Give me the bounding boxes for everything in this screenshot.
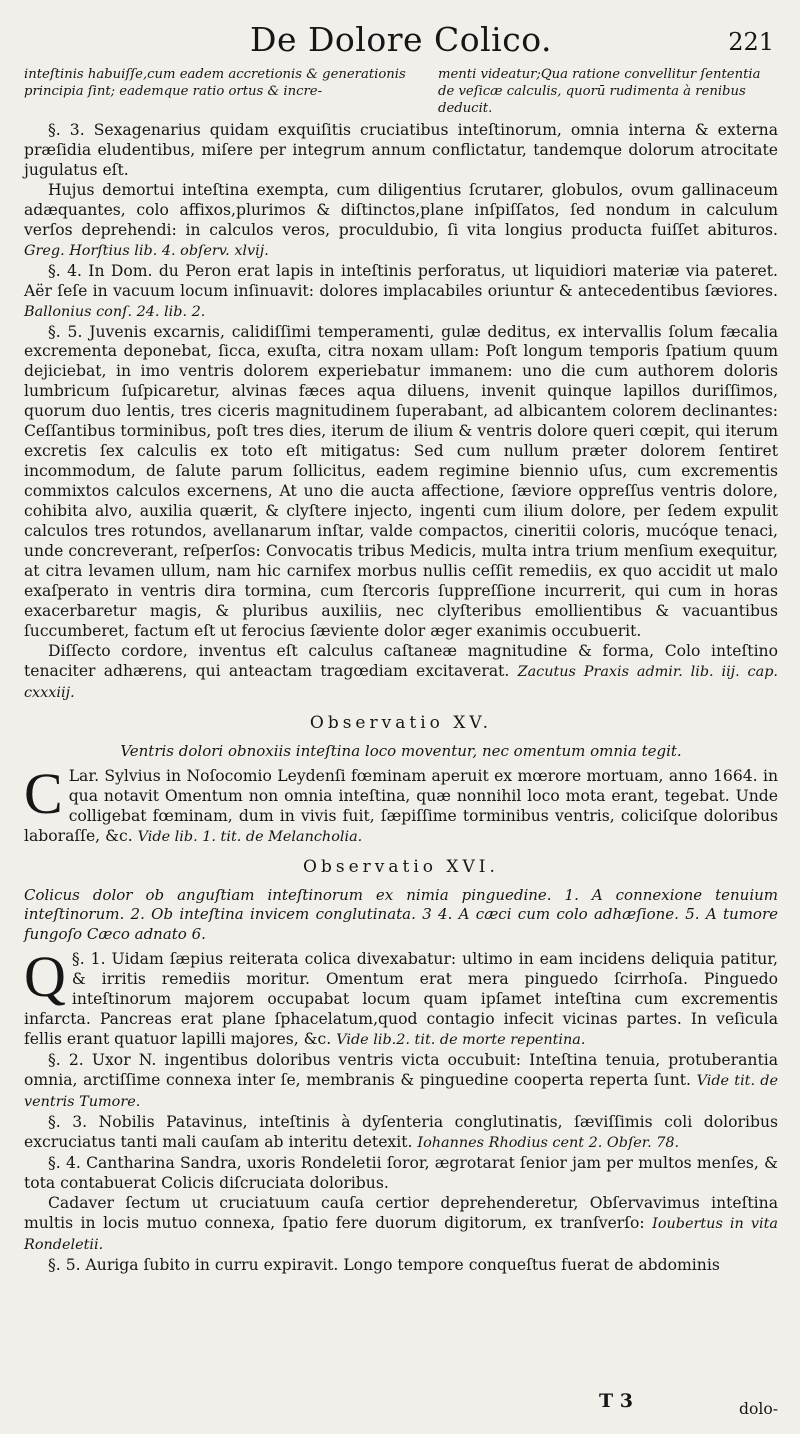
observation-15-title: Observatio XV. [309, 712, 493, 733]
citation: Vide lib.2. tit. de morte repentina. [336, 1032, 586, 1049]
continuation-left: inteſtinis habuiſſe,cum eadem accretionis & generationis principia ſint; eademque ratio ortus & incre- [24, 67, 406, 99]
paragraph-text: Cadaver ſectum ut cruciatuum cauſa certior deprehenderetur, Obſervavimus inteſtina multis in locis mutuo connexa, ſpatio fere duorum digitorum, ex tranſverſo: [24, 1193, 778, 1232]
observation-16-section-3 [24, 1113, 778, 1154]
citation: Greg. Horſtius lib. 4. obſerv. xlvij. [24, 242, 269, 259]
citation: Zacutus Praxis admir. lib. iij. cap. cxxxiij. [24, 663, 778, 701]
paragraph-text: Uidam ſæpius reiterata colica divexabatur: ultimo in eam incidens deliquia patitur, & irritis remediis moritur. Omentum erat mera pinguedo ſcirrhoſa. Pinguedo inteſtinorum majorem occupabat locum quam ipſamet inteſtina cum excrementis infarcta. Pancreas erat plane ſphacelatum,quod contagio infecit vicinas partes. In veſicula fellis erant quatuor lapilli majores, &c. [24, 950, 778, 1049]
observation-16-section-4-continuation [24, 1194, 778, 1256]
page-footer [24, 1390, 778, 1430]
catchword: dolo- [738, 1400, 778, 1418]
observation-16-title: Observatio XVI. [303, 856, 499, 877]
observation-16-section-4: §. 4. Cantharina Sandra, uxoris Rondeletii ſoror, ægrotarat ſenior jam per multos menſes, & tota contabuerat Colicis diſcruciata doloribus. [24, 1153, 778, 1192]
continuation-right: menti videatur;Qua ratione convellitur ſententia de veſicæ calculis, quorū rudimenta à renibus deducit. [438, 67, 761, 116]
section-3-continuation [24, 181, 778, 262]
page-number: 221 [728, 28, 774, 56]
running-title: De Dolore Colico. [249, 20, 552, 59]
paragraph-text: §. 2. Uxor N. ingentibus doloribus ventris victa occubuit: Inteſtina tenuia, protuberantia omnia, arctiſſime connexa inter ſe, membranis & pinguedine cooperta reperta ſunt. [24, 1051, 778, 1090]
citation: Vide tit. de ventris Tumore. [24, 1073, 778, 1111]
paragraph-text: Diſſecto cordore, inventus eſt calculus caſtaneæ magnitudine & forma, Colo inteſtino tenaciter adhærens, qui anteactam tragœdiam excitaverat. [24, 641, 778, 680]
citation: Iohannes Rhodius cent 2. Obſer. 78. [417, 1135, 680, 1152]
citation: Vide lib. 1. tit. de Melancholia. [137, 829, 363, 845]
drop-cap: Q [24, 944, 66, 1010]
paragraph-text: §. 3. Nobilis Patavinus, inteſtinis à dyſenteria conglutinatis, ſæviſſimis coli doloribus excruciatus tanti mali cauſam ab interitu detexit. [24, 1113, 778, 1152]
observation-16-summary: Colicus dolor ob anguſtiam inteſtinorum ex nimia pinguedine. 1. A connexione tenuium inteſtinorum. 2. Ob inteſtina invicem conglutinata. 3 4. A cæci cum colo adhæſione. 5. A tumore fungoſo Cæco adnato 6. [24, 885, 778, 943]
citation: Ballonius conſ. 24. lib. 2. [24, 303, 206, 320]
continuation-columns [24, 66, 778, 117]
observation-16-section-5: §. 5. Auriga ſubito in curru expiravit. Longo tempore conqueſtus fuerat de abdominis [48, 1255, 720, 1274]
section-4-paragraph [24, 262, 778, 323]
observation-15-summary: Ventris dolori obnoxiis inteſtina loco moventur, nec omentum omnia tegit. [120, 741, 682, 760]
citation: Ioubertus in vita Rondeletii. [24, 1215, 778, 1253]
section-5-paragraph: §. 5. Juvenis excarnis, calidiſſimi temperamenti, gulæ deditus, ex intervallis ſolum fæcalia excrementa deponebat, ſicca, exuſta, citra noxam ullam: Poſt longum temporis ſpatium quum dejiciebat, in imo ventris dolorem experiebatur immanem: uno die cum authorem doloris lumbricum ſuſpicaretur, alvinas fæces aqua diluens, invenit quinque lapillos duriſſimos, quorum duo lentis, tres ciceris magnitudinem ſuperabant, ad albicantem colorem declinantes: Ceſſantibus torminibus, poſt tres dies, iterum de ilium & ventris dolore queri cœpit, qui iterum excretis ſex calculis ex toto eſt mitigatus: Sed cum nullum præter dolorem ſentiret incommodum, de ſalute parum ſollicitus, eadem regimine biennio uſus, cum excrementis commixtos calculos excernens, At uno die aucta affectione, ſæviore oppreſſus ventris dolore, cohibita alvo, auxilia quærit, & clyſtere injecto, ingenti cum ilium dolore, per ſedem expulit calculos tres rotundos, avellanarum inſtar, valde compactos, cineritii coloris, mucóque tenaci, unde concreverant, reſperſos: Convocatis tribus Medicis, multa intra trium menſium exequitur, at citra levamen ullum, nam hic carnifex morbus nullis ceſſit remediis, ex quo accidit ut malo exaſperato in ventris dira tormina, cum ſtercoris ſuppreſſione incurrerit, qui cum in horas exacerbaretur magis, & pluribus auxiliis, nec clyſteribus emollientibus & vacuantibus ſuccumberet, factum eſt ut ferocius ſæviente dolor æger exanimis occubuerit. [24, 322, 778, 640]
page-header [24, 14, 778, 66]
observation-16-section-2 [24, 1051, 778, 1113]
drop-cap: C [24, 761, 63, 827]
section-label: §. 1. [71, 950, 106, 969]
signature-mark: T 3 [599, 1390, 633, 1412]
paragraph-text: Lar. Sylvius in Noſocomio Leydenſi fœminam aperuit ex mœrore mortuam, anno 1664. in qua notavit Omentum non omnia inteſtina, quæ nonnihil loco mota erant, tegebat. Unde colligebat fœminam, dum in vivis fuit, ſæpiſſime torminibus ventris, coliciſque doloribus laboraſſe, &c. [24, 767, 778, 845]
paragraph-text: Hujus demortui inteſtina exempta, cum diligentius ſcrutarer, globulos, ovum gallinaceum adæquantes, colo affixos,plurimos & diſtinctos,plane inſpiſſatos, ſed nondum in calculum verſos deprehendi: in calculos veros, proculdubio, ſi vita longius producta fuiſſet abituros. [24, 180, 778, 239]
section-3-paragraph: §. 3. Sexagenarius quidam exquiſitis cruciatibus inteſtinorum, omnia interna & externa præſidia eludentibus, miſere per integrum annum conflictatur, tandemque dolorum atrocitate jugulatus eſt. [24, 121, 778, 179]
observation-15-body [24, 761, 778, 848]
observation-16-section-1 [24, 944, 778, 1051]
paragraph-text: §. 4. In Dom. du Peron erat lapis in inteſtinis perforatus, ut liquidiori materiæ via pateret. Aër ſeſe in vacuum locum inſinuavit: dolores implacabiles oriuntur & antecedentibus ſæviores. [24, 261, 778, 300]
section-5-continuation [24, 642, 778, 704]
